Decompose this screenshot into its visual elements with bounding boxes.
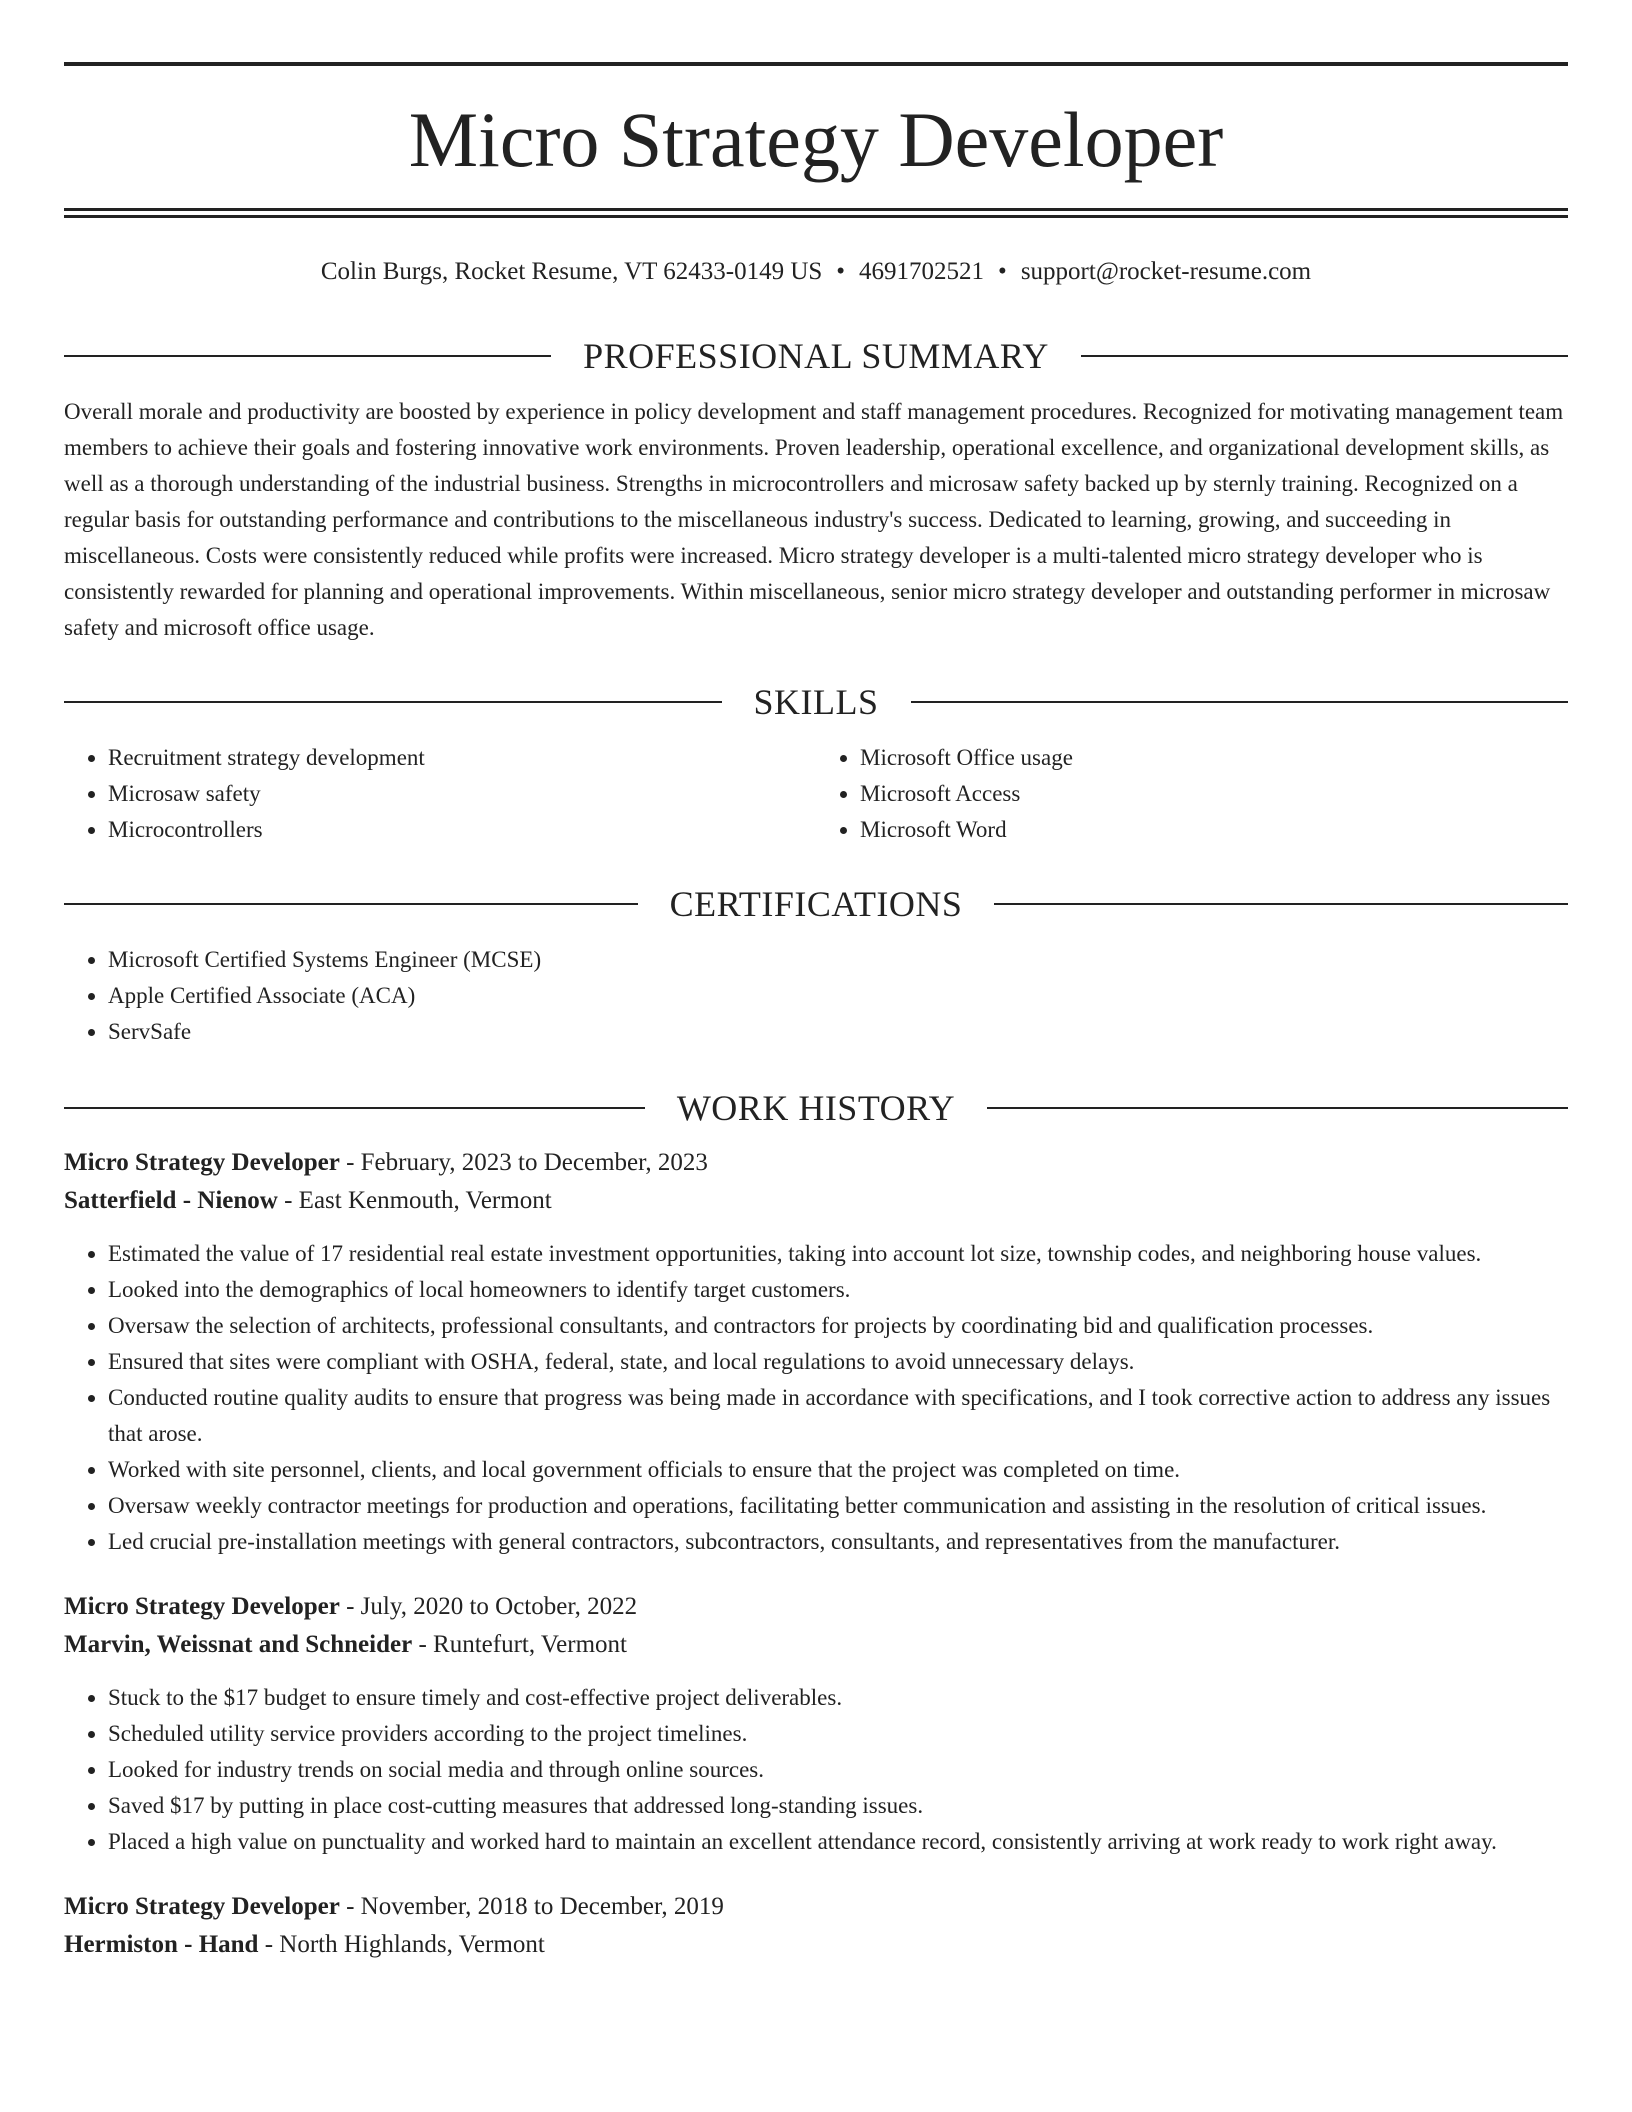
job-location: - East Kenmouth, Vermont: [277, 1187, 552, 1214]
contact-separator: •: [998, 258, 1007, 285]
certification-item: • Microsoft Certified Systems Engineer (MCSE): [108, 942, 1568, 978]
title-double-rule: [64, 208, 1568, 218]
job-company: Marvin, Weissnat and Schneider: [64, 1631, 413, 1658]
heading-rule: [994, 903, 1568, 905]
job-bullet: • Estimated the value of 17 residential real estate investment opportunities, taking into account lot size, township codes, and neighboring house values.: [108, 1236, 1568, 1272]
skills-heading: [64, 680, 1568, 724]
job-bullet: • Saved $17 by putting in place cost-cutting measures that addressed long-standing issues.: [108, 1788, 1568, 1824]
job-title: Micro Strategy Developer: [64, 1593, 340, 1620]
summary-heading-text: PROFESSIONAL SUMMARY: [583, 336, 1049, 376]
heading-rule: [64, 903, 638, 905]
job-company: Satterfield - Nienow: [64, 1187, 278, 1214]
skill-item: • Microsaw safety: [108, 776, 816, 812]
job-bullet: • Looked for industry trends on social media and through online sources.: [108, 1752, 1568, 1788]
top-rule: [64, 62, 1568, 66]
certification-item: • ServSafe: [108, 1014, 1568, 1050]
job-company-line: [64, 1182, 1568, 1220]
contact-address: Colin Burgs, Rocket Resume, VT 62433-0149 US: [320, 258, 823, 285]
job-company-line: [64, 1626, 1568, 1664]
skill-item: • Microsoft Access: [860, 776, 1568, 812]
job-title: Micro Strategy Developer: [64, 1893, 340, 1920]
work-history-heading-text: WORK HISTORY: [676, 1088, 956, 1128]
summary-text: Overall morale and productivity are boosted by experience in policy development and staff management procedures. Recognized for motivating management team members to achieve their goals and fostering innovative work environments. Proven leadership, operational excellence, and organizational development skills, as well as a thorough understanding of the industrial business. Strengths in microcontrollers and microsaw safety backed up by sternly training. Recognized on a regular basis for outstanding performance and contributions to the miscellaneous industry's success. Dedicated to learning, growing, and succeeding in miscellaneous. Costs were consistently reduced while profits were increased. Micro strategy developer is a multi-talented micro strategy developer who is consistently rewarded for planning and operational improvements. Within miscellaneous, senior micro strategy developer and outstanding performer in microsaw safety and microsoft office usage.: [64, 399, 1564, 640]
certifications-heading: [64, 882, 1568, 926]
job-bullet: • Oversaw the selection of architects, professional consultants, and contractors for projects by coordinating bid and qualification processes.: [108, 1308, 1568, 1344]
skill-item: • Microsoft Office usage: [860, 740, 1568, 776]
job-bullets: [64, 1236, 1568, 1560]
job-bullet: • Scheduled utility service providers according to the project timelines.: [108, 1716, 1568, 1752]
skills-list-right: [816, 740, 1568, 848]
certifications-list: [64, 942, 1568, 1050]
job-dates: - July, 2020 to October, 2022: [339, 1593, 638, 1620]
skills-list-left: [64, 740, 816, 848]
certification-item: • Apple Certified Associate (ACA): [108, 978, 1568, 1014]
work-history-section: [64, 1086, 1568, 1964]
job-entry: [64, 1588, 1568, 1860]
page-title: Micro Strategy Developer: [408, 96, 1224, 183]
summary-section: [64, 334, 1568, 646]
skills-section: [64, 680, 1568, 848]
job-title-line: [64, 1144, 1568, 1182]
skills-heading-text: SKILLS: [753, 682, 879, 722]
job-bullet: • Placed a high value on punctuality and worked hard to maintain an excellent attendance record, consistently arriving at work ready to work right away.: [108, 1824, 1568, 1860]
summary-heading: [64, 334, 1568, 378]
job-bullet: • Worked with site personnel, clients, and local government officials to ensure that the project was completed on time.: [108, 1452, 1568, 1488]
job-location: - North Highlands, Vermont: [258, 1931, 545, 1958]
job-title-line: [64, 1888, 1568, 1926]
job-company: Hermiston - Hand: [64, 1931, 259, 1958]
heading-rule: [64, 701, 722, 703]
job-bullet: • Oversaw weekly contractor meetings for production and operations, facilitating better communication and assisting in the resolution of critical issues.: [108, 1488, 1568, 1524]
job-location: - Runtefurt, Vermont: [412, 1631, 627, 1658]
skill-item: • Microcontrollers: [108, 812, 816, 848]
contact-phone: 4691702521: [859, 258, 985, 285]
job-dates: - November, 2018 to December, 2019: [339, 1893, 724, 1920]
certifications-heading-text: CERTIFICATIONS: [669, 884, 963, 924]
job-company-line: [64, 1926, 1568, 1964]
skill-item: • Recruitment strategy development: [108, 740, 816, 776]
job-bullet: • Ensured that sites were compliant with OSHA, federal, state, and local regulations to avoid unnecessary delays.: [108, 1344, 1568, 1380]
job-entry: [64, 1144, 1568, 1560]
heading-rule: [64, 1107, 645, 1109]
work-history-heading: [64, 1086, 1568, 1130]
job-bullet: • Led crucial pre-installation meetings with general contractors, subcontractors, consultants, and representatives from the manufacturer.: [108, 1524, 1568, 1560]
heading-rule: [1081, 355, 1568, 357]
job-title: Micro Strategy Developer: [64, 1149, 340, 1176]
contact-line: [64, 256, 1568, 288]
skills-columns: [64, 740, 1568, 848]
contact-email: support@rocket-resume.com: [1020, 258, 1312, 285]
job-bullet: • Looked into the demographics of local homeowners to identify target customers.: [108, 1272, 1568, 1308]
heading-rule: [987, 1107, 1568, 1109]
heading-rule: [911, 701, 1569, 703]
contact-separator: •: [836, 258, 846, 285]
job-bullets: [64, 1680, 1568, 1860]
skill-item: • Microsoft Word: [860, 812, 1568, 848]
heading-rule: [64, 355, 551, 357]
job-dates: - February, 2023 to December, 2023: [339, 1149, 708, 1176]
job-entry: [64, 1888, 1568, 1964]
certifications-section: [64, 882, 1568, 1050]
job-title-line: [64, 1588, 1568, 1626]
job-bullet: • Stuck to the $17 budget to ensure timely and cost-effective project deliverables.: [108, 1680, 1568, 1716]
job-bullet: • Conducted routine quality audits to ensure that progress was being made in accordance with specifications, and I took corrective action to address any issues that arose.: [108, 1380, 1568, 1452]
